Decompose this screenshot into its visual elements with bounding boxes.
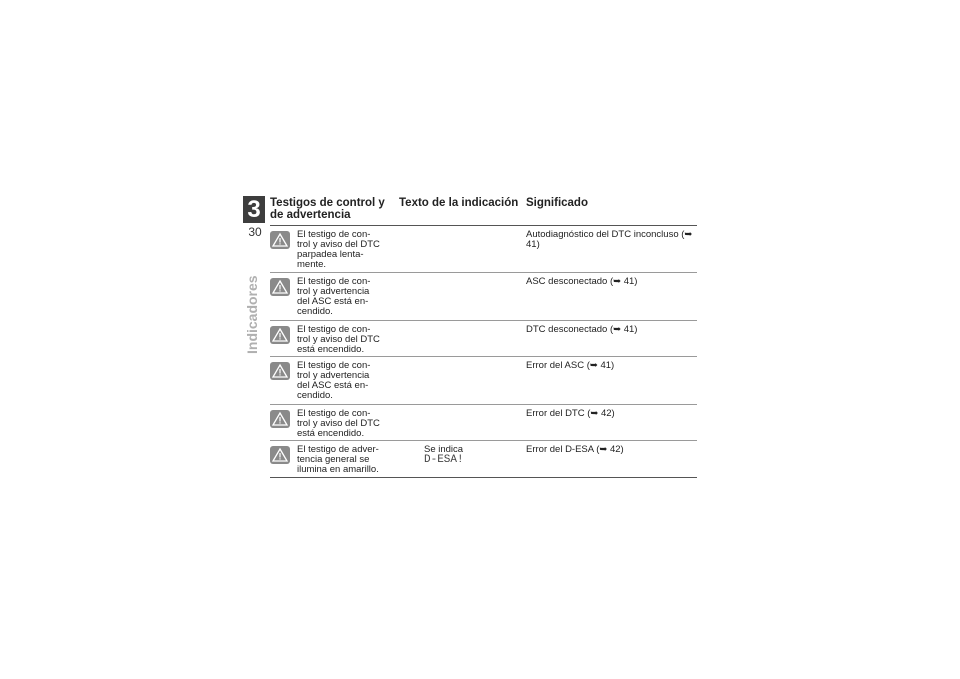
warning-triangle-icon [270, 231, 290, 249]
table-row [270, 273, 697, 321]
header-testigos: Testigos de control y de advertencia [270, 197, 385, 221]
row-testigo: El testigo de con-trol y aviso del DTC parpadea lenta-mente. [297, 229, 380, 270]
indicator-table [270, 197, 697, 478]
table-header [270, 197, 697, 226]
row-texto [424, 445, 514, 465]
row-significado: Error del DTC (➥ 42) [526, 408, 615, 419]
page-number: 30 [248, 225, 262, 239]
row-testigo: El testigo de con-trol y advertencia del ASC está en-cendido. [297, 360, 371, 401]
chapter-number: 3 [243, 196, 265, 223]
row-texto-label: Se indica [424, 444, 464, 455]
warning-triangle-icon [270, 362, 290, 380]
warning-triangle-icon [270, 410, 290, 428]
row-testigo: El testigo de con-trol y aviso del DTC está encendido. [297, 324, 380, 355]
warning-triangle-icon [270, 446, 290, 464]
warning-triangle-icon [270, 278, 290, 296]
header-texto: Texto de la indicación [399, 197, 519, 209]
warning-triangle-icon [270, 326, 290, 344]
table-row [270, 441, 697, 478]
row-significado: Autodiagnóstico del DTC inconcluso (➥ 41) [526, 229, 693, 250]
row-significado: ASC desconectado (➥ 41) [526, 276, 638, 287]
row-testigo: El testigo de con-trol y aviso del DTC está encendido. [297, 408, 380, 439]
row-significado: Error del D-ESA (➥ 42) [526, 444, 624, 455]
row-texto-code: D-ESA! [424, 454, 464, 466]
table-row [270, 357, 697, 405]
row-significado: DTC desconectado (➥ 41) [526, 324, 638, 335]
row-testigo: El testigo de con-trol y advertencia del ASC está en-cendido. [297, 276, 371, 317]
row-testigo: El testigo de adver-tencia general se ilumina en amarillo. [297, 444, 379, 475]
table-row [270, 226, 697, 273]
table-row [270, 321, 697, 357]
header-significado: Significado [526, 197, 588, 209]
row-significado: Error del ASC (➥ 41) [526, 360, 615, 371]
table-row [270, 405, 697, 441]
chapter-title: Indicadores [244, 275, 260, 354]
